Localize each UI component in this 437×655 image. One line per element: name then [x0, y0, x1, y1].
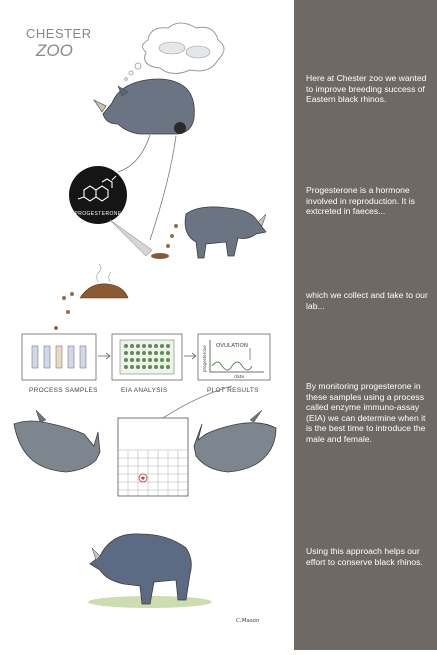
standing-rhino — [185, 207, 266, 258]
connector-line — [150, 136, 176, 240]
dung-pile — [54, 264, 128, 330]
running-rhino — [88, 534, 212, 608]
connector-line — [118, 135, 150, 172]
lab-step-label: PLOT RESULTS — [207, 387, 259, 394]
dung-droppings — [151, 224, 178, 259]
rhino-head-left — [14, 410, 100, 472]
lab-step-plot — [198, 334, 270, 380]
calendar — [118, 418, 188, 496]
rhino-head-right — [194, 410, 276, 472]
caption-progesterone: Progesterone is a hormone involved in reproduction. It is extcreted in faeces... — [306, 185, 415, 217]
lab-step-label: EIA ANALYSIS — [121, 387, 168, 394]
lab-step-label: PROCESS SAMPLES — [29, 387, 98, 394]
logo-line2: ZOO — [36, 41, 73, 60]
chester-zoo-logo — [26, 26, 92, 60]
thought-bubble — [125, 23, 224, 80]
molecule-label: PROGESTERONE — [74, 211, 122, 217]
progesterone-molecule — [69, 166, 127, 224]
plot-ylabel: progesterone — [202, 345, 207, 372]
caption-eia: By monitoring progesterone in these samples using a process called enzyme immuno-assay (EIA) we can determine when it is the best time to introduce the male and female. — [306, 381, 426, 444]
artist-signature: C.Mason — [236, 618, 260, 624]
caption-conservation: Using this approach helps our effort to conserve black rhinos. — [306, 546, 423, 567]
plot-annotation: OVULATION — [216, 343, 248, 349]
lying-rhino — [94, 79, 194, 134]
lab-step-eia — [112, 334, 182, 380]
funnel — [110, 220, 152, 256]
caption-intro: Here at Chester zoo we wanted to improve breeding success of Eastern black rhinos. — [306, 73, 427, 105]
logo-line1: CHESTER — [26, 26, 92, 41]
lab-step-process — [22, 334, 96, 380]
plot-xlabel: date — [234, 375, 245, 380]
caption-collection: which we collect and take to our lab... — [306, 290, 428, 311]
